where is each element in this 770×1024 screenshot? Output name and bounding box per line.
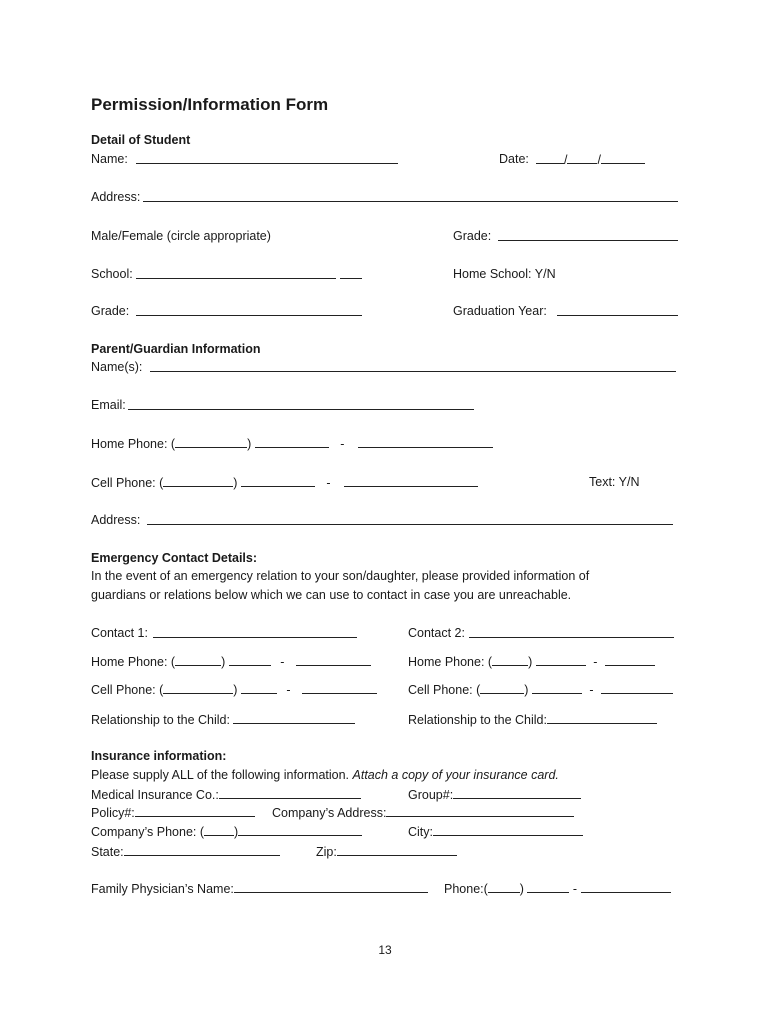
date-separator: /	[564, 153, 568, 167]
parent-names-label: Name(s):	[91, 360, 143, 374]
contact1-relationship-label: Relationship to the Child:	[91, 713, 230, 727]
graduation-year-field[interactable]	[557, 303, 678, 316]
dash: -	[572, 882, 578, 896]
zip-label: Zip:	[316, 845, 337, 859]
email-field[interactable]	[128, 397, 474, 410]
school-label: School:	[91, 267, 133, 281]
date-separator: /	[597, 153, 601, 167]
contact1-home-phone-prefix[interactable]	[229, 653, 271, 666]
student-address-field[interactable]	[143, 189, 678, 202]
parent-home-phone-area[interactable]	[175, 435, 247, 448]
paren-close: )	[233, 476, 238, 490]
contact1-field[interactable]	[153, 625, 357, 638]
contact2-cell-phone-line[interactable]	[601, 681, 673, 694]
graduation-year-label: Graduation Year:	[453, 304, 547, 318]
student-name-field[interactable]	[136, 151, 398, 164]
physician-phone-area[interactable]	[488, 880, 520, 893]
dash: -	[340, 437, 345, 451]
parent-cell-phone-area[interactable]	[163, 474, 233, 487]
contact1-cell-phone-area[interactable]	[163, 681, 233, 694]
city-field[interactable]	[433, 823, 583, 836]
physician-phone-line[interactable]	[581, 880, 671, 893]
grade2-field[interactable]	[136, 303, 362, 316]
emergency-intro-line1: In the event of an emergency relation to your son/daughter, please provided information of	[91, 569, 590, 583]
company-address-label: Company’s Address:	[272, 806, 387, 820]
company-address-field[interactable]	[386, 804, 574, 817]
date-month-field[interactable]	[536, 151, 564, 164]
student-section-header: Detail of Student	[91, 133, 191, 147]
contact1-home-phone-label: Home Phone: (	[91, 655, 176, 669]
contact1-cell-phone-prefix[interactable]	[241, 681, 277, 694]
contact2-home-phone-label: Home Phone: (	[408, 655, 493, 669]
group-label: Group#:	[408, 788, 454, 802]
date-day-field[interactable]	[567, 151, 597, 164]
paren-close: )	[528, 655, 533, 669]
grade2-label: Grade:	[91, 304, 130, 318]
state-field[interactable]	[124, 843, 280, 856]
contact1-relationship-field[interactable]	[233, 711, 355, 724]
dash: -	[280, 655, 285, 669]
paren-close: )	[221, 655, 226, 669]
contact2-relationship-label: Relationship to the Child:	[408, 713, 547, 727]
gender-label: Male/Female (circle appropriate)	[91, 229, 271, 243]
paren-close: )	[233, 683, 238, 697]
date-label: Date:	[499, 152, 529, 166]
parent-home-phone-prefix[interactable]	[255, 435, 329, 448]
contact2-home-phone-line[interactable]	[605, 653, 655, 666]
dash: -	[286, 683, 291, 697]
email-label: Email:	[91, 398, 126, 412]
student-address-label: Address:	[91, 190, 141, 204]
state-label: State:	[91, 845, 124, 859]
contact2-label: Contact 2:	[408, 626, 465, 640]
contact1-home-phone-line[interactable]	[296, 653, 371, 666]
policy-label: Policy#:	[91, 806, 135, 820]
dash: -	[326, 476, 331, 490]
paren-close: )	[524, 683, 529, 697]
school-field-tail	[340, 266, 362, 279]
home-school-label: Home School: Y/N	[453, 267, 556, 281]
physician-phone-prefix[interactable]	[527, 880, 569, 893]
city-label: City:	[408, 825, 433, 839]
parent-address-field[interactable]	[147, 512, 673, 525]
page-number: 13	[378, 943, 392, 957]
insurance-attach-text: Attach a copy of your insurance card.	[352, 768, 559, 782]
company-phone-field[interactable]	[238, 823, 362, 836]
physician-phone-label: Phone:(	[444, 882, 488, 896]
parent-address-label: Address:	[91, 513, 141, 527]
policy-field[interactable]	[135, 804, 255, 817]
insurance-supply-text: Please supply ALL of the following information.	[91, 768, 350, 782]
contact2-relationship-field[interactable]	[547, 711, 657, 724]
paren-close: )	[519, 882, 524, 896]
insurance-section-header: Insurance information:	[91, 749, 227, 763]
dash: -	[593, 655, 598, 669]
medical-insurance-field[interactable]	[219, 786, 361, 799]
paren-close: )	[247, 437, 252, 451]
grade-label: Grade:	[453, 229, 492, 243]
parent-cell-phone-line[interactable]	[344, 474, 478, 487]
contact2-home-phone-area[interactable]	[492, 653, 528, 666]
contact1-cell-phone-line[interactable]	[302, 681, 377, 694]
contact1-home-phone-area[interactable]	[175, 653, 221, 666]
physician-name-label: Family Physician’s Name:	[91, 882, 234, 896]
parent-section-header: Parent/Guardian Information	[91, 342, 261, 356]
dash: -	[589, 683, 594, 697]
student-name-label: Name:	[91, 152, 128, 166]
text-yn-label: Text: Y/N	[589, 475, 640, 489]
parent-home-phone-line[interactable]	[358, 435, 493, 448]
paren-close: )	[234, 825, 239, 839]
physician-name-field[interactable]	[234, 880, 428, 893]
company-phone-label: Company’s Phone: (	[91, 825, 205, 839]
company-phone-area[interactable]	[204, 823, 234, 836]
form-title: Permission/Information Form	[91, 95, 329, 114]
group-field[interactable]	[453, 786, 581, 799]
contact2-home-phone-prefix[interactable]	[536, 653, 586, 666]
parent-cell-phone-label: Cell Phone: (	[91, 476, 164, 490]
grade-field[interactable]	[498, 228, 678, 241]
contact1-cell-phone-label: Cell Phone: (	[91, 683, 164, 697]
parent-cell-phone-prefix[interactable]	[241, 474, 315, 487]
contact2-cell-phone-area[interactable]	[480, 681, 524, 694]
zip-field[interactable]	[337, 843, 457, 856]
contact2-field[interactable]	[469, 625, 674, 638]
parent-names-field[interactable]	[150, 359, 676, 372]
emergency-intro-line2: guardians or relations below which we can use to contact in case you are unreachable.	[91, 588, 572, 602]
parent-home-phone-label: Home Phone: (	[91, 437, 176, 451]
contact2-cell-phone-label: Cell Phone: (	[408, 683, 481, 697]
contact1-label: Contact 1:	[91, 626, 148, 640]
date-year-field[interactable]	[601, 151, 645, 164]
school-field[interactable]	[136, 266, 336, 279]
emergency-section-header: Emergency Contact Details:	[91, 551, 258, 565]
contact2-cell-phone-prefix[interactable]	[532, 681, 582, 694]
medical-insurance-label: Medical Insurance Co.:	[91, 788, 219, 802]
